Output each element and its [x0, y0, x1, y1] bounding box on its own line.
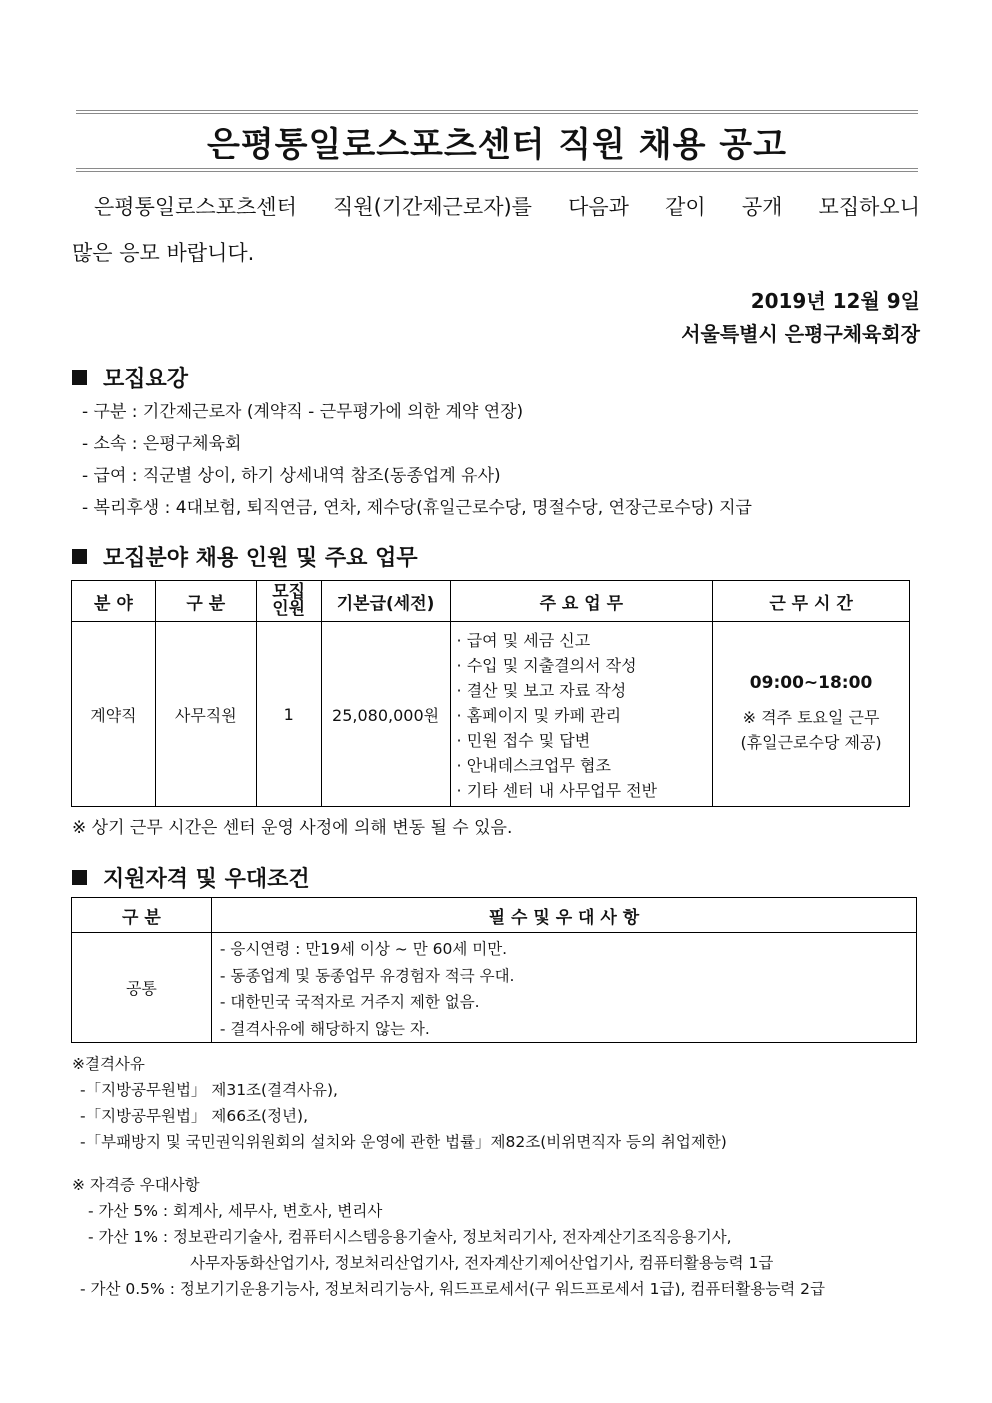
cell-requirements [211, 933, 916, 1043]
disqualify-heading: ※결격사유 [72, 1055, 145, 1073]
announcement-date: 2019년 12월 9일 [750, 289, 920, 313]
issuer: 서울특별시 은평구체육회장 [681, 322, 920, 346]
section-heading-qualifications [72, 862, 310, 893]
header-count-bottom: 인원 [272, 599, 306, 619]
duties-list [451, 622, 713, 803]
header-count [256, 581, 321, 622]
recruitment-item: - 구분 : 기간제근로자 (계약직 - 근무평가에 의한 계약 연장) [82, 402, 524, 422]
hours-note: ※ 격주 토요일 근무 [742, 708, 880, 727]
intro-line-2: 많은 응모 바랍니다. [72, 241, 255, 265]
list-item: · 홈페이지 및 카페 관리 [456, 706, 622, 725]
title-box [76, 110, 918, 172]
recruitment-item: - 복리후생 : 4대보험, 퇴직연금, 연차, 제수당(휴일근로수당, 명절수당, 연장근로수당) 지급 [82, 498, 752, 518]
hours-change-note: ※ 상기 근무 시간은 센터 운영 사정에 의해 변동 될 수 있음. [72, 818, 513, 838]
intro-word: 공개 [741, 195, 783, 219]
section-heading-text: 지원자격 및 우대조건 [103, 867, 310, 892]
cert-line: - 가산 0.5% : 정보기기운용기능사, 정보처리기능사, 워드프로세서(구 워드프로세서 1급), 컴퓨터활용능력 2급 [80, 1280, 825, 1298]
list-item: · 민원 접수 및 답변 [456, 731, 591, 750]
hours-value: 09:00~18:00 [749, 673, 873, 693]
table-header-row [72, 581, 910, 622]
list-item: - 응시연령 : 만19세 이상 ~ 만 60세 미만. [219, 940, 508, 958]
requirements-list [212, 933, 916, 1042]
intro-word: 직원(기간제근로자)를 [333, 195, 532, 219]
cell-salary: 25,080,000원 [321, 622, 450, 807]
section-heading-recruitment [72, 362, 188, 393]
square-bullet-icon [72, 370, 87, 385]
positions-table [71, 580, 910, 807]
disqualify-item: -「지방공무원법」 제66조(정년), [80, 1107, 308, 1125]
list-item: · 결산 및 보고 자료 작성 [456, 681, 627, 700]
header-type: 구 분 [72, 898, 212, 933]
header-duties: 주 요 업 무 [450, 581, 713, 622]
header-count-top: 모집 [272, 582, 306, 602]
cell-duties [450, 622, 713, 807]
recruitment-item: - 급여 : 직군별 상이, 하기 상세내역 참조(동종업계 유사) [82, 466, 501, 486]
cell-hours [713, 622, 910, 807]
list-item: - 결격사유에 해당하지 않는 자. [219, 1019, 430, 1038]
table-row [72, 933, 917, 1043]
list-item: · 기타 센터 내 사무업무 전반 [456, 781, 658, 800]
header-field: 분 야 [72, 581, 156, 622]
intro-line-1 [72, 184, 920, 230]
cert-line: - 가산 5% : 회계사, 세무사, 변호사, 변리사 [88, 1202, 383, 1220]
header-type: 구 분 [155, 581, 256, 622]
list-item: · 안내데스크업무 협조 [456, 756, 611, 775]
recruitment-item: - 소속 : 은평구체육회 [82, 434, 242, 454]
cell-type: 공통 [72, 933, 212, 1043]
cert-heading: ※ 자격증 우대사항 [72, 1176, 200, 1194]
header-requirements: 필 수 및 우 대 사 항 [211, 898, 916, 933]
header-hours: 근 무 시 간 [713, 581, 910, 622]
intro-word: 모집하오니 [818, 195, 920, 219]
cell-type: 사무직원 [155, 622, 256, 807]
cell-field: 계약직 [72, 622, 156, 807]
cell-count: 1 [256, 622, 321, 807]
cert-line: - 가산 1% : 정보관리기술사, 컴퓨터시스템응용기술사, 정보처리기사, 전자계산기조직응용기사, [88, 1228, 732, 1246]
page-title: 은평통일로스포츠센터 직원 채용 공고 [206, 124, 787, 165]
intro-word: 다음과 [568, 195, 629, 219]
square-bullet-icon [72, 870, 87, 885]
table-header-row [72, 898, 917, 933]
intro-word: 같이 [665, 195, 706, 219]
table-row [72, 622, 910, 807]
disqualify-item: -「지방공무원법」 제31조(결격사유), [80, 1081, 338, 1099]
square-bullet-icon [72, 549, 87, 564]
list-item: · 수입 및 지출결의서 작성 [456, 656, 637, 675]
list-item: - 동종업계 및 동종업무 유경험자 적극 우대. [219, 966, 515, 985]
qualifications-table [71, 897, 917, 1043]
section-heading-positions [72, 541, 418, 572]
list-item: · 급여 및 세금 신고 [456, 631, 591, 650]
section-heading-text: 모집요강 [103, 367, 189, 392]
header-salary: 기본급(세전) [321, 581, 450, 622]
section-heading-text: 모집분야 채용 인원 및 주요 업무 [103, 546, 418, 571]
disqualify-item: -「부패방지 및 국민권익위원회의 설치와 운영에 관한 법률」제82조(비위면직자 등의 취업제한) [80, 1133, 727, 1151]
list-item: - 대한민국 국적자로 거주지 제한 없음. [219, 993, 480, 1011]
intro-word: 은평통일로스포츠센터 [94, 195, 297, 219]
cert-line: 사무자동화산업기사, 정보처리산업기사, 전자계산기제어산업기사, 컴퓨터활용능력 1급 [190, 1254, 774, 1272]
hours-note: (휴일근로수당 제공) [740, 733, 882, 752]
